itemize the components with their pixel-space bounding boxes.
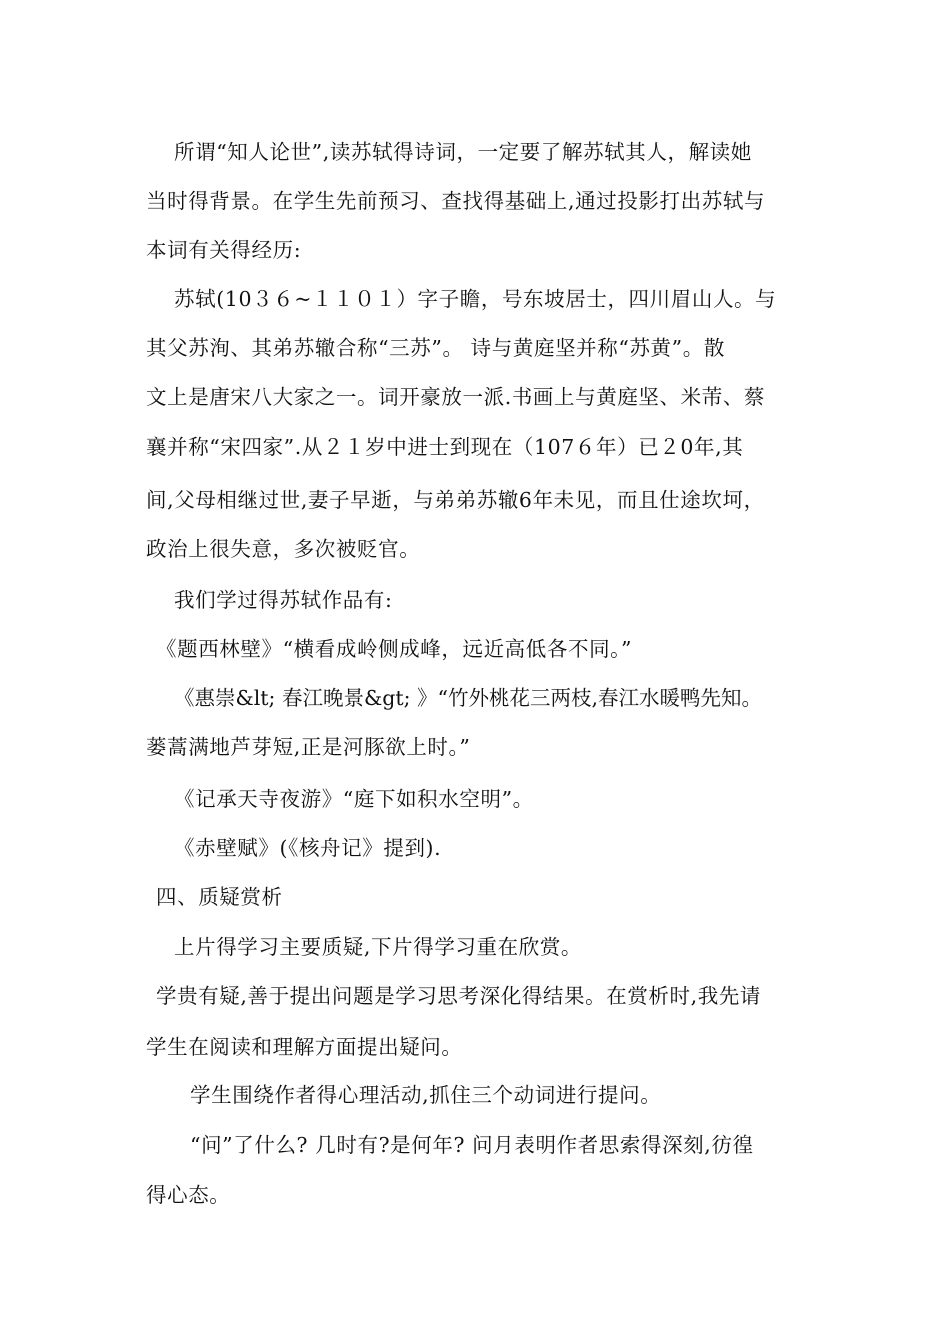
paragraph-line: 苏轼(10３６~１１０１）字子瞻，号东坡居士，四川眉山人。与 xyxy=(174,287,777,311)
paragraph-line: “问”了什么? 几时有?是何年? 问月表明作者思索得深刻,彷徨 xyxy=(190,1133,754,1157)
paragraph-line: 《赤壁赋》(《核舟记》提到). xyxy=(174,836,442,860)
paragraph-line: 学生围绕作者得心理活动,抓住三个动词进行提问。 xyxy=(190,1083,662,1107)
paragraph-line: 襄并称“宋四家”.从２１岁中进士到现在（107６年）已２0年,其 xyxy=(146,435,744,459)
paragraph-line: 文上是唐宋八大家之一。词开豪放一派.书画上与黄庭坚、米芾、蔡 xyxy=(146,385,766,409)
paragraph-line: 学贵有疑,善于提出问题是学习思考深化得结果。在赏析时,我先请 xyxy=(156,984,762,1008)
paragraph-line: 《题西林壁》“横看成岭侧成峰，远近高低各不同。” xyxy=(156,637,633,661)
paragraph-line: 其父苏洵、其弟苏辙合称“三苏”。 诗与黄庭坚并称“苏黄”。散 xyxy=(146,336,725,360)
paragraph-line: 政治上很失意，多次被贬官。 xyxy=(146,537,421,561)
paragraph-line: 蒌蒿满地芦芽短,正是河豚欲上时。” xyxy=(146,735,471,759)
paragraph-line: 间,父母相继过世,妻子早逝，与弟弟苏辙6年未见，而且仕途坎坷， xyxy=(146,488,765,512)
paragraph-line: 本词有关得经历: xyxy=(146,238,302,262)
paragraph-line: 学生在阅读和理解方面提出疑问。 xyxy=(146,1035,463,1059)
paragraph-line: 《惠崇&lt; 春江晚景&gt; 》“竹外桃花三两枝,春江水暖鸭先知。 xyxy=(174,686,762,710)
paragraph-line: 得心态。 xyxy=(146,1183,231,1207)
section-heading: 四、质疑赏析 xyxy=(156,885,283,909)
paragraph-line: 所谓“知人论世”,读苏轼得诗词，一定要了解苏轼其人，解读她 xyxy=(174,140,752,164)
paragraph-line: 我们学过得苏轼作品有: xyxy=(174,588,393,612)
paragraph-line: 上片得学习主要质疑,下片得学习重在欣赏。 xyxy=(174,935,583,959)
paragraph-line: 《记承天寺夜游》“庭下如积水空明”。 xyxy=(174,787,534,811)
paragraph-line: 当时得背景。在学生先前预习、查找得基础上,通过投影打出苏轼与 xyxy=(146,189,766,213)
